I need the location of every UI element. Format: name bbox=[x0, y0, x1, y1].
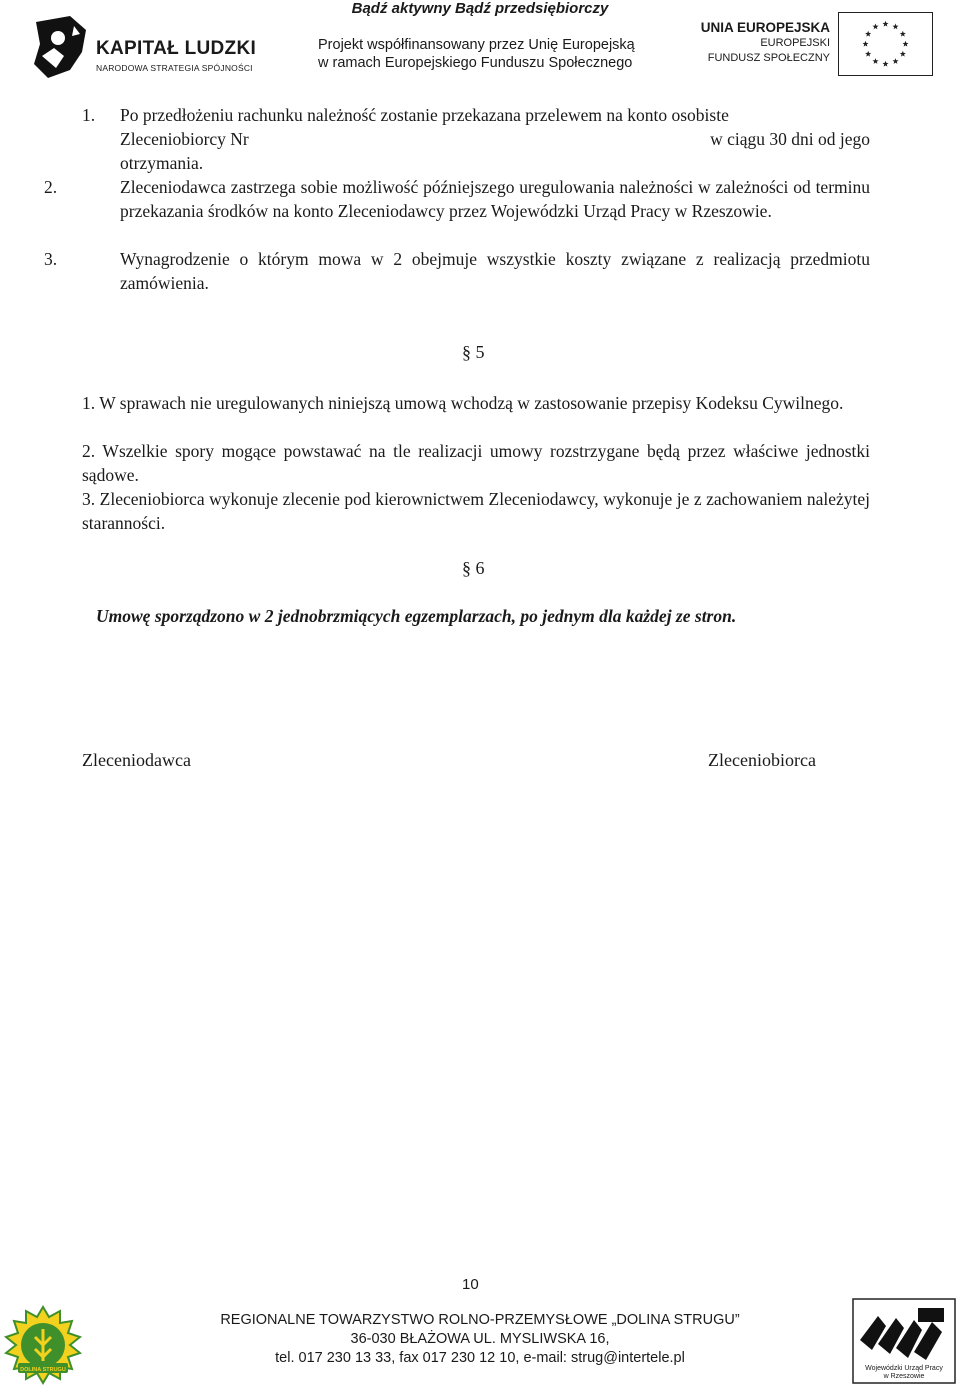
list-item bbox=[82, 391, 870, 415]
page-header bbox=[0, 0, 960, 90]
section-6-heading bbox=[462, 558, 485, 579]
kapital-ludzki-emblem-icon bbox=[30, 12, 92, 82]
list-item bbox=[82, 103, 870, 175]
project-line-2: w ramach Europejskiego Funduszu Społecznego bbox=[318, 55, 633, 71]
item-text: W sprawach nie uregulowanych niniejszą umową wchodzą w zastosowanie przepisy Kodeksu Cywilnego. bbox=[99, 393, 844, 413]
wup-label-line1: Wojewódzki Urząd Pracy bbox=[865, 1365, 943, 1372]
item-text: Wynagrodzenie o którym mowa w 2 obejmuje wszystkie koszty związane z realizacją przedmiotu zamówienia. bbox=[120, 249, 870, 293]
signature-zleceniobiorca: Zleceniobiorca bbox=[708, 750, 816, 770]
item-number: 2. bbox=[82, 441, 96, 461]
section-number: 6 bbox=[475, 558, 485, 578]
item-text-line3: otrzymania. bbox=[120, 153, 204, 173]
ue-title: UNIA EUROPEJSKA bbox=[700, 20, 830, 35]
item-text-line2-right: w ciągu 30 dni od jego bbox=[710, 129, 870, 149]
list-item bbox=[44, 247, 870, 295]
ue-line-2: EUROPEJSKI bbox=[760, 37, 830, 49]
page-number: 10 bbox=[462, 1276, 479, 1293]
signature-zleceniodawca: Zleceniodawca bbox=[82, 750, 191, 770]
section-5-heading bbox=[462, 342, 485, 363]
unia-europejska-text-logo bbox=[690, 20, 830, 66]
footer-org-address: 36-030 BŁAŻOWA UL. MYSLIWSKA 16, bbox=[350, 1331, 610, 1347]
item-text-line1: Po przedłożeniu rachunku należność zostanie przekazana przelewem na konto osobiste bbox=[120, 105, 729, 125]
project-cofinancing-note bbox=[318, 36, 635, 72]
item-number: 3. bbox=[82, 489, 96, 509]
footer-org-contact: tel. 017 230 13 33, fax 017 230 12 10, e-mail: strug@intertele.pl bbox=[275, 1350, 685, 1366]
footer-org-name: REGIONALNE TOWARZYSTWO ROLNO-PRZEMYSŁOWE „DOLINA STRUGU” bbox=[220, 1312, 740, 1328]
list-item bbox=[82, 439, 870, 487]
section-sign-icon: § bbox=[462, 558, 471, 578]
final-clause: Umowę sporządzono w 2 jednobrzmiących egzemplarzach, po jednym dla każdej ze stron. bbox=[96, 606, 737, 626]
item-text: Wszelkie spory mogące powstawać na tle realizacji umowy rozstrzygane będą przez właściwe jednostki sądowe. bbox=[82, 441, 870, 485]
kapital-ludzki-title: KAPITAŁ LUDZKI bbox=[96, 38, 257, 59]
section-sign-icon: § bbox=[462, 342, 471, 362]
wup-label-line2: w Rzeszowie bbox=[883, 1373, 925, 1380]
kapital-ludzki-logo bbox=[30, 12, 270, 82]
kapital-ludzki-subtitle: NARODOWA STRATEGIA SPÓJNOŚCI bbox=[96, 63, 253, 73]
ue-line-3: FUNDUSZ SPOŁECZNY bbox=[707, 52, 830, 64]
item-number: 3. bbox=[44, 249, 58, 269]
wup-label bbox=[852, 1365, 956, 1381]
project-line-1: Projekt współfinansowany przez Unię Europejską bbox=[318, 37, 635, 53]
footer-organization bbox=[0, 1311, 960, 1368]
item-number: 1. bbox=[82, 105, 96, 125]
section-number: 5 bbox=[475, 342, 485, 362]
list-item bbox=[44, 175, 870, 223]
dolina-logo-text: DOLINA STRUGU bbox=[20, 1367, 66, 1373]
item-number: 1. bbox=[82, 393, 96, 413]
item-number: 2. bbox=[44, 177, 58, 197]
wup-rzeszow-logo bbox=[852, 1298, 956, 1384]
item-text: Zleceniobiorca wykonuje zlecenie pod kierownictwem Zleceniodawcy, wykonuje je z zachowaniem należytej staranności. bbox=[82, 489, 870, 533]
item-text-line2-left: Zleceniobiorcy Nr bbox=[120, 129, 249, 149]
item-text: Zleceniodawca zastrzega sobie możliwość późniejszego uregulowania należności w zależności od terminu przekazania środków na konto Zleceniodawcy przez Wojewódzki Urząd Pracy w Rzeszowie. bbox=[120, 177, 870, 221]
header-slogan: Bądź aktywny Bądź przedsiębiorczy bbox=[351, 0, 609, 17]
list-item bbox=[82, 487, 870, 535]
eu-flag-icon bbox=[838, 12, 933, 76]
